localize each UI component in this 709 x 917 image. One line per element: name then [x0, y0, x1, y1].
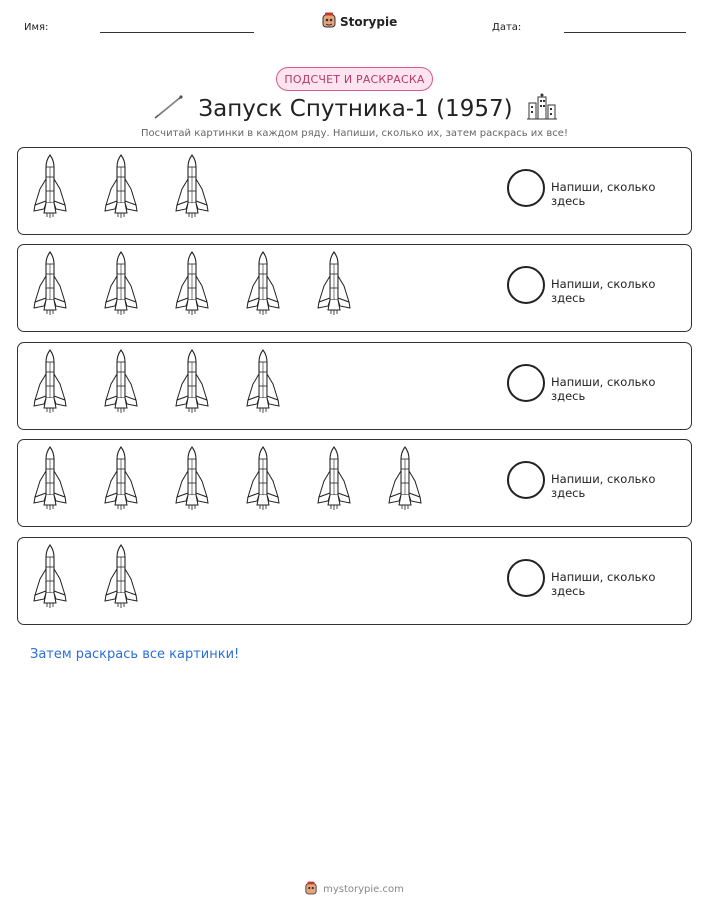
page-title: Запуск Спутника-1 (1957) [198, 96, 513, 122]
answer-label: Напиши, сколько здесь [551, 277, 656, 305]
rocket-icon[interactable] [101, 250, 172, 318]
rocket-icon[interactable] [385, 445, 456, 513]
rocket-icon[interactable] [101, 348, 172, 416]
antenna-icon [152, 93, 184, 125]
counting-row [17, 342, 692, 430]
rocket-icon[interactable] [30, 445, 101, 513]
date-label: Дата: [492, 22, 522, 33]
rocket-group [30, 153, 243, 221]
coloring-instruction: Затем раскрась все картинки! [30, 647, 240, 662]
footer [0, 880, 709, 899]
rocket-group [30, 348, 314, 416]
answer-label: Напиши, сколько здесь [551, 472, 656, 500]
title-row [0, 92, 709, 126]
rocket-icon[interactable] [30, 250, 101, 318]
counting-row [17, 244, 692, 332]
rocket-icon[interactable] [172, 445, 243, 513]
rocket-icon[interactable] [172, 250, 243, 318]
answer-circle[interactable] [507, 266, 545, 304]
city-scene-icon [527, 93, 557, 125]
rocket-icon[interactable] [101, 543, 172, 611]
rocket-icon[interactable] [172, 348, 243, 416]
answer-label: Напиши, сколько здесь [551, 570, 656, 598]
name-label: Имя: [24, 22, 49, 33]
rocket-icon[interactable] [30, 153, 101, 221]
answer-label: Напиши, сколько здесь [551, 375, 656, 403]
answer-label: Напиши, сколько здесь [551, 180, 656, 208]
brand-logo [322, 12, 397, 32]
rocket-icon[interactable] [243, 250, 314, 318]
rocket-group [30, 250, 385, 318]
rocket-group [30, 543, 172, 611]
rocket-icon[interactable] [243, 445, 314, 513]
answer-circle[interactable] [507, 364, 545, 402]
category-badge: ПОДСЧЕТ И РАСКРАСКА [276, 67, 433, 91]
storypie-logo-icon [322, 12, 336, 32]
brand-name: Storypie [340, 15, 398, 29]
date-line[interactable] [564, 32, 686, 33]
rocket-icon[interactable] [30, 543, 101, 611]
rocket-icon[interactable] [172, 153, 243, 221]
counting-row [17, 147, 692, 235]
instructions-subtitle: Посчитай картинки в каждом ряду. Напиши, сколько их, затем раскрась их все! [141, 128, 568, 139]
rocket-icon[interactable] [314, 250, 385, 318]
answer-circle[interactable] [507, 559, 545, 597]
rocket-icon[interactable] [314, 445, 385, 513]
rocket-icon[interactable] [30, 348, 101, 416]
rocket-icon[interactable] [243, 348, 314, 416]
rocket-icon[interactable] [101, 153, 172, 221]
name-line[interactable] [100, 32, 254, 33]
storypie-logo-icon [305, 880, 317, 899]
rocket-group [30, 445, 456, 513]
footer-url[interactable]: mystorypie.com [323, 884, 404, 895]
counting-row [17, 439, 692, 527]
counting-row [17, 537, 692, 625]
answer-circle[interactable] [507, 169, 545, 207]
rocket-icon[interactable] [101, 445, 172, 513]
answer-circle[interactable] [507, 461, 545, 499]
